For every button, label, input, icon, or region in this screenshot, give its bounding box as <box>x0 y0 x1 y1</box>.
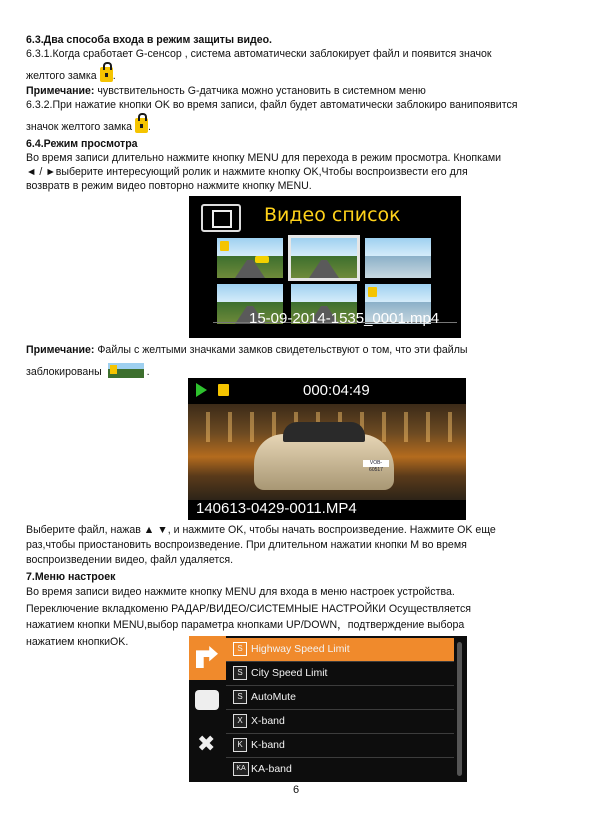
page-number: 6 <box>293 784 300 796</box>
menu-sidebar <box>189 636 226 782</box>
menu-item-k-band[interactable] <box>226 734 454 758</box>
note-text: чувствительность G-датчика можно установить в системном меню <box>94 85 426 97</box>
menu-item-label: KA-band <box>251 763 292 775</box>
note-label: Примечание: <box>26 85 95 97</box>
note-label: Примечание: <box>26 344 95 356</box>
playback-screen <box>188 378 466 520</box>
lock-icon <box>218 384 229 396</box>
section-heading-6-3: 6.3.Два способа входа в режим защиты видео. <box>26 34 273 46</box>
tab-radar[interactable] <box>189 636 226 680</box>
ka-band-icon: KA <box>233 762 249 776</box>
video-thumbnail[interactable] <box>365 238 431 278</box>
speed-limit-icon: S <box>233 642 247 656</box>
paragraph-playback-line3: воспроизведении видео, файл удаляется. <box>26 554 234 566</box>
yellow-lock-icon <box>100 67 113 82</box>
video-list-screen <box>189 196 461 338</box>
film-icon <box>201 204 241 232</box>
video-list-title: Видео список <box>264 204 401 226</box>
section-heading-6-4: 6.4.Режим просмотра <box>26 138 138 150</box>
tools-icon: ✖ <box>197 731 216 756</box>
video-thumbnail[interactable] <box>217 238 283 278</box>
paragraph-7-line4: нажатием кнопкиOK. <box>26 636 129 648</box>
playback-time: 000:04:49 <box>303 382 370 399</box>
section-heading-7: 7.Меню настроек <box>26 571 116 583</box>
speed-limit-icon: S <box>233 666 247 680</box>
note-text: Файлы с желтыми значками замков свидетельствуют о том, что эти файлы <box>94 344 468 356</box>
note-g-sensor <box>26 85 426 98</box>
selected-filename: 15-09-2014-1535_0001.mp4 <box>249 310 440 327</box>
paragraph-6-3-2-line2 <box>26 118 151 134</box>
menu-item-label: X-band <box>251 715 285 727</box>
paragraph-6-4-line3: возвратв в режим видео повторно нажмите кнопку MENU. <box>26 180 312 192</box>
paragraph-6-3-2-line1: 6.3.2.При нажатие кнопки OK во время записи, файл будет автоматически заблокиро ванипоявится <box>26 99 518 111</box>
menu-item-city-speed-limit[interactable] <box>226 662 454 686</box>
menu-item-label: City Speed Limit <box>251 667 328 679</box>
yellow-lock-icon <box>135 118 148 133</box>
playback-filename: 140613-0429-0011.MP4 <box>196 500 357 517</box>
paragraph-6-4-line1: Во время записи длительно нажмите кнопку MENU для перехода в режим просмотра. Кнопками <box>26 152 502 164</box>
menu-item-automute[interactable] <box>226 686 454 710</box>
menu-scrollbar[interactable] <box>457 642 462 776</box>
lock-icon <box>368 287 377 297</box>
camera-icon <box>195 690 219 710</box>
note-locked-files-line2 <box>26 363 150 379</box>
menu-item-ka-band[interactable] <box>226 758 454 781</box>
automute-icon: S <box>233 690 247 704</box>
settings-menu-screen <box>189 636 467 782</box>
car-windshield <box>283 422 365 442</box>
paragraph-7-line1: Во время записи видео нажмите кнопку MENU для входа в меню настроек устройства. <box>26 586 455 598</box>
radar-sign-icon <box>196 646 218 668</box>
play-icon[interactable] <box>196 383 207 397</box>
menu-item-label: Highway Speed Limit <box>251 643 350 655</box>
license-plate: VOB-60517 <box>363 460 389 467</box>
tab-system-settings[interactable] <box>189 724 226 768</box>
paragraph-playback-line1: Выберите файл, нажав ▲ ▼, и нажмите OK, чтобы начать воспроизведение. Нажмите OK еще <box>26 524 496 536</box>
video-thumbnail-selected[interactable] <box>291 238 357 278</box>
paragraph-text: желтого замка <box>26 70 97 82</box>
x-band-icon: X <box>233 714 247 728</box>
menu-item-label: K-band <box>251 739 285 751</box>
tab-video[interactable] <box>189 680 226 724</box>
menu-item-label: AutoMute <box>251 691 296 703</box>
punctuation: . <box>148 121 151 133</box>
paragraph-text: значок желтого замка <box>26 121 133 133</box>
paragraph-6-4-line2: ◄ / ►выберите интересующий ролик и нажмите кнопку OK,Чтобы воспроизвести его для <box>26 166 468 178</box>
lock-icon <box>220 241 229 251</box>
note-text: заблокированы <box>26 366 102 378</box>
paragraph-7-line3: нажатием кнопки MENU,выбор параметра кнопками UP/DOWN，подтверждение выбора <box>26 619 465 631</box>
paragraph-6-3-1-line1: 6.3.1.Когда сработает G-сенсор , система автоматически заблокирует файл и появится значок <box>26 48 492 60</box>
locked-thumbnail-icon <box>108 363 144 378</box>
paragraph-6-3-1-line2 <box>26 67 116 83</box>
paragraph-7-line2: Переключение вкладкоменю РАДАР/ВИДЕО/СИСТЕМНЫЕ НАСТРОЙКИ Осуществляется <box>26 603 471 615</box>
paragraph-playback-line2: раз,чтобы приостановить воспроизведение. При длительном нажатии кнопки M во время <box>26 539 467 551</box>
menu-item-x-band[interactable] <box>226 710 454 734</box>
k-band-icon: K <box>233 738 247 752</box>
menu-item-highway-speed-limit[interactable] <box>226 638 454 662</box>
note-locked-files <box>26 344 468 357</box>
punctuation: . <box>146 366 150 378</box>
punctuation: . <box>112 70 116 82</box>
